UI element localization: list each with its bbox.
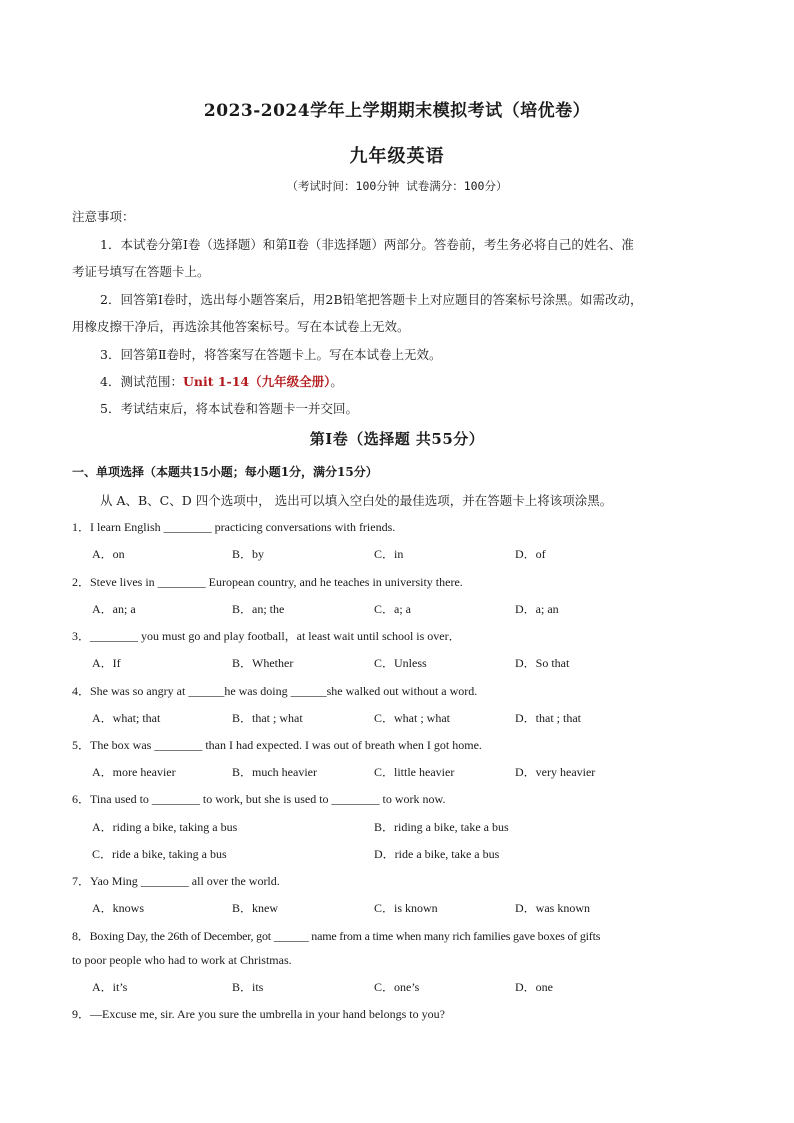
part-1-heading: 一、单项选择（本题共15小题；每小题1分，满分15分）: [72, 465, 378, 479]
question-2-option-a: A．an; a: [92, 602, 136, 616]
question-4-stem: 4．She was so angry at ______he was doing ______she walked out without a word.: [72, 684, 478, 698]
question-7-option-d: D．was known: [515, 901, 590, 915]
question-8-stem-line-1: 8．Boxing Day, the 26th of December, got ______ name from a time when many rich families gave boxes of gifts: [72, 929, 601, 943]
question-1-stem: 1．I learn English ________ practicing conversations with friends.: [72, 520, 396, 534]
notice-item-2-line-1: 2．回答第Ⅰ卷时，选出每小题答案后，用2B铅笔把答题卡上对应题目的答案标号涂黑。如需改动，: [100, 292, 643, 307]
question-4-option-c: C．what ; what: [374, 711, 450, 725]
question-4-option-b: B．that ; what: [232, 711, 303, 725]
question-6-option-a: A．riding a bike, taking a bus: [92, 820, 238, 834]
question-2-option-b: B．an; the: [232, 602, 285, 616]
question-6-option-c: C．ride a bike, taking a bus: [92, 847, 227, 861]
question-3-option-c: C．Unless: [374, 656, 427, 670]
question-5-option-d: D．very heavier: [515, 765, 596, 779]
question-6-option-d: D．ride a bike, take a bus: [374, 847, 500, 861]
test-scope: Unit 1-14（九年级全册）: [182, 374, 331, 389]
question-5-stem: 5．The box was ________ than I had expected. I was out of breath when I got home.: [72, 738, 482, 752]
question-7-option-b: B．knew: [232, 901, 278, 915]
exam-subtitle: 九年级英语: [349, 146, 445, 167]
question-3-stem: 3．________ you must go and play football，at least wait until school is over．: [72, 629, 461, 643]
section-heading: 第I卷（选择题 共55分）: [309, 430, 485, 448]
question-5-option-c: C．little heavier: [374, 765, 455, 779]
question-6-option-b: B．riding a bike, take a bus: [374, 820, 509, 834]
question-4-option-d: D．that ; that: [515, 711, 581, 725]
question-3-option-a: A．If: [92, 656, 121, 670]
question-2-stem: 2．Steve lives in ________ European country, and he teaches in university there.: [72, 575, 463, 589]
question-3-option-b: B．Whether: [232, 656, 294, 670]
question-2-option-c: C．a; a: [374, 602, 411, 616]
question-8-option-c: C．one’s: [374, 980, 420, 994]
part-1-instruction: 从 A、B、C、D 四个选项中， 选出可以填入空白处的最佳选项，并在答题卡上将该项涂黑。: [100, 493, 613, 508]
question-7-option-a: A．knows: [92, 901, 145, 915]
notice-item-4-suffix: 。: [330, 374, 343, 389]
question-2-option-d: D．a; an: [515, 602, 559, 616]
exam-time-and-score: （考试时间：100分钟 试卷满分：100分）: [286, 179, 508, 193]
question-5-option-b: B．much heavier: [232, 765, 317, 779]
question-8-option-a: A．it’s: [92, 980, 128, 994]
question-7-option-c: C．is known: [374, 901, 438, 915]
notice-item-1-line-1: 1．本试卷分第Ⅰ卷（选择题）和第Ⅱ卷（非选择题）两部分。答卷前，考生务必将自己的姓名、准: [100, 237, 634, 252]
question-5-option-a: A．more heavier: [92, 765, 176, 779]
notice-heading: 注意事项：: [72, 209, 135, 224]
question-6-stem: 6．Tina used to ________ to work, but she is used to ________ to work now.: [72, 792, 446, 806]
question-4-option-a: A．what; that: [92, 711, 161, 725]
question-1-option-d: D．of: [515, 547, 546, 561]
question-1-option-a: A．on: [92, 547, 125, 561]
notice-item-2-line-2: 用橡皮擦干净后，再选涂其他答案标号。写在本试卷上无效。: [72, 319, 410, 334]
notice-item-5: 5．考试结束后，将本试卷和答题卡一并交回。: [100, 401, 358, 416]
question-8-option-b: B．its: [232, 980, 264, 994]
notice-item-4-prefix: 4．测试范围：: [100, 374, 183, 389]
question-8-option-d: D．one: [515, 980, 553, 994]
notice-item-1-line-2: 考证号填写在答题卡上。: [72, 264, 210, 279]
question-7-stem: 7．Yao Ming ________ all over the world.: [72, 874, 280, 888]
notice-item-3: 3．回答第Ⅱ卷时，将答案写在答题卡上。写在本试卷上无效。: [100, 347, 442, 362]
question-8-stem-line-2: to poor people who had to work at Christmas.: [72, 953, 292, 967]
notice-item-4: [100, 372, 760, 390]
question-1-option-b: B．by: [232, 547, 265, 561]
question-3-option-d: D．So that: [515, 656, 570, 670]
exam-title: 2023-2024学年上学期期末模拟考试（培优卷）: [203, 101, 591, 121]
question-9-stem: 9．—Excuse me, sir. Are you sure the umbrella in your hand belongs to you?: [72, 1007, 445, 1021]
question-1-option-c: C．in: [374, 547, 404, 561]
